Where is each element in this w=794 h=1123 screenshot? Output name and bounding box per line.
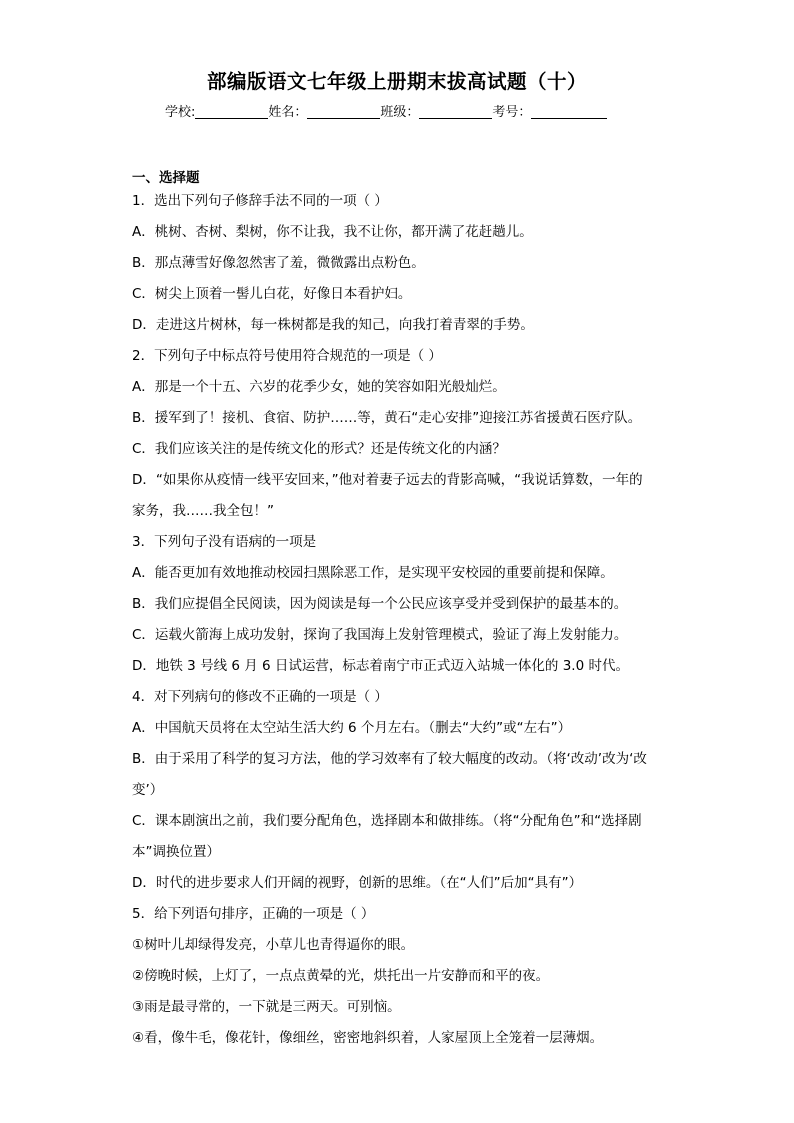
question-1-option-a: A．桃树、杏树、梨树，你不让我，我不让你，都开满了花赶趟儿。 xyxy=(132,224,533,240)
question-3-stem: 3．下列句子没有语病的一项是 xyxy=(132,534,317,550)
question-4-option-c-continued: 本”调换位置） xyxy=(132,844,220,860)
name-label: 姓名： xyxy=(268,105,308,120)
question-2-option-c: C．我们应该关注的是传统文化的形式？还是传统文化的内涵？ xyxy=(132,441,506,457)
student-info-row xyxy=(165,101,607,120)
question-1-option-d: D．走进这片树林，每一株树都是我的知己，向我打着青翠的手势。 xyxy=(132,317,534,333)
question-1-option-b: B．那点薄雪好像忽然害了羞，微微露出点粉色。 xyxy=(132,255,425,271)
question-2-stem: 2．下列句子中标点符号使用符合规范的一项是（ ） xyxy=(132,348,442,364)
number-label: 考号： xyxy=(492,105,532,120)
question-2-option-b: B．援军到了！接机、食宿、防护……等，黄石“走心安排”迎接江苏省援黄石医疗队。 xyxy=(132,410,642,426)
school-blank xyxy=(195,104,268,119)
question-2-option-d: D．“如果你从疫情一线平安回来，”他对着妻子远去的背影高喊，“我说话算数，一年的 xyxy=(132,472,643,488)
question-4-option-b-continued: 变’） xyxy=(132,782,164,798)
question-4-option-d: D．时代的进步要求人们开阔的视野，创新的思维。（在“人们”后加“具有”） xyxy=(132,875,583,891)
question-4-stem: 4．对下列病句的修改不正确的一项是（ ） xyxy=(132,689,388,705)
question-4-option-b: B．由于采用了科学的复习方法，他的学习效率有了较大幅度的改动。（将‘改动’改为‘改 xyxy=(132,751,647,767)
school-label: 学校: xyxy=(165,105,196,120)
question-3-option-c: C．运载火箭海上成功发射，探询了我国海上发射管理模式，验证了海上发射能力。 xyxy=(132,627,628,643)
question-3-option-d: D．地铁 3 号线 6 月 6 日试运营，标志着南宁市正式迈入站城一体化的 3.0 时代。 xyxy=(132,658,629,674)
question-5-sentence-3: ③雨是最寻常的，一下就是三两天。可别恼。 xyxy=(132,999,401,1015)
question-1-stem: 1．选出下列句子修辞手法不同的一项（ ） xyxy=(132,193,388,209)
class-blank xyxy=(419,104,492,119)
question-3-option-a: A．能否更加有效地推动校园扫黑除恶工作，是实现平安校园的重要前提和保障。 xyxy=(132,565,614,581)
page-title: 部编版语文七年级上册期末拔高试题（十） xyxy=(206,70,587,93)
question-5-sentence-2: ②傍晚时候，上灯了，一点点黄晕的光，烘托出一片安静而和平的夜。 xyxy=(132,968,550,984)
question-5-sentence-4: ④看，像牛毛，像花针，像细丝，密密地斜织着，人家屋顶上全笼着一层薄烟。 xyxy=(132,1030,604,1046)
section-heading: 一、选择题 xyxy=(132,170,200,186)
question-5-sentence-1: ①树叶儿却绿得发亮，小草儿也青得逼你的眼。 xyxy=(132,937,415,953)
question-4-option-c: C．课本剧演出之前，我们要分配角色，选择剧本和做排练。（将“分配角色”和“选择剧 xyxy=(132,813,642,829)
class-label: 班级： xyxy=(380,105,420,120)
number-blank xyxy=(531,104,607,119)
name-blank xyxy=(307,104,380,119)
question-5-stem: 5．给下列语句排序，正确的一项是（ ） xyxy=(132,906,375,922)
question-3-option-b: B．我们应提倡全民阅读，因为阅读是每一个公民应该享受并受到保护的最基本的。 xyxy=(132,596,628,612)
question-2-option-d-continued: 家务，我……我全包！” xyxy=(132,503,274,519)
question-2-option-a: A．那是一个十五、六岁的花季少女，她的笑容如阳光般灿烂。 xyxy=(132,379,506,395)
question-4-option-a: A．中国航天员将在太空站生活大约 6 个月左右。（删去“大约”或“左右”） xyxy=(132,720,572,736)
question-1-option-c: C．树尖上顶着一髻儿白花，好像日本看护妇。 xyxy=(132,286,412,302)
question-list xyxy=(132,188,667,1056)
